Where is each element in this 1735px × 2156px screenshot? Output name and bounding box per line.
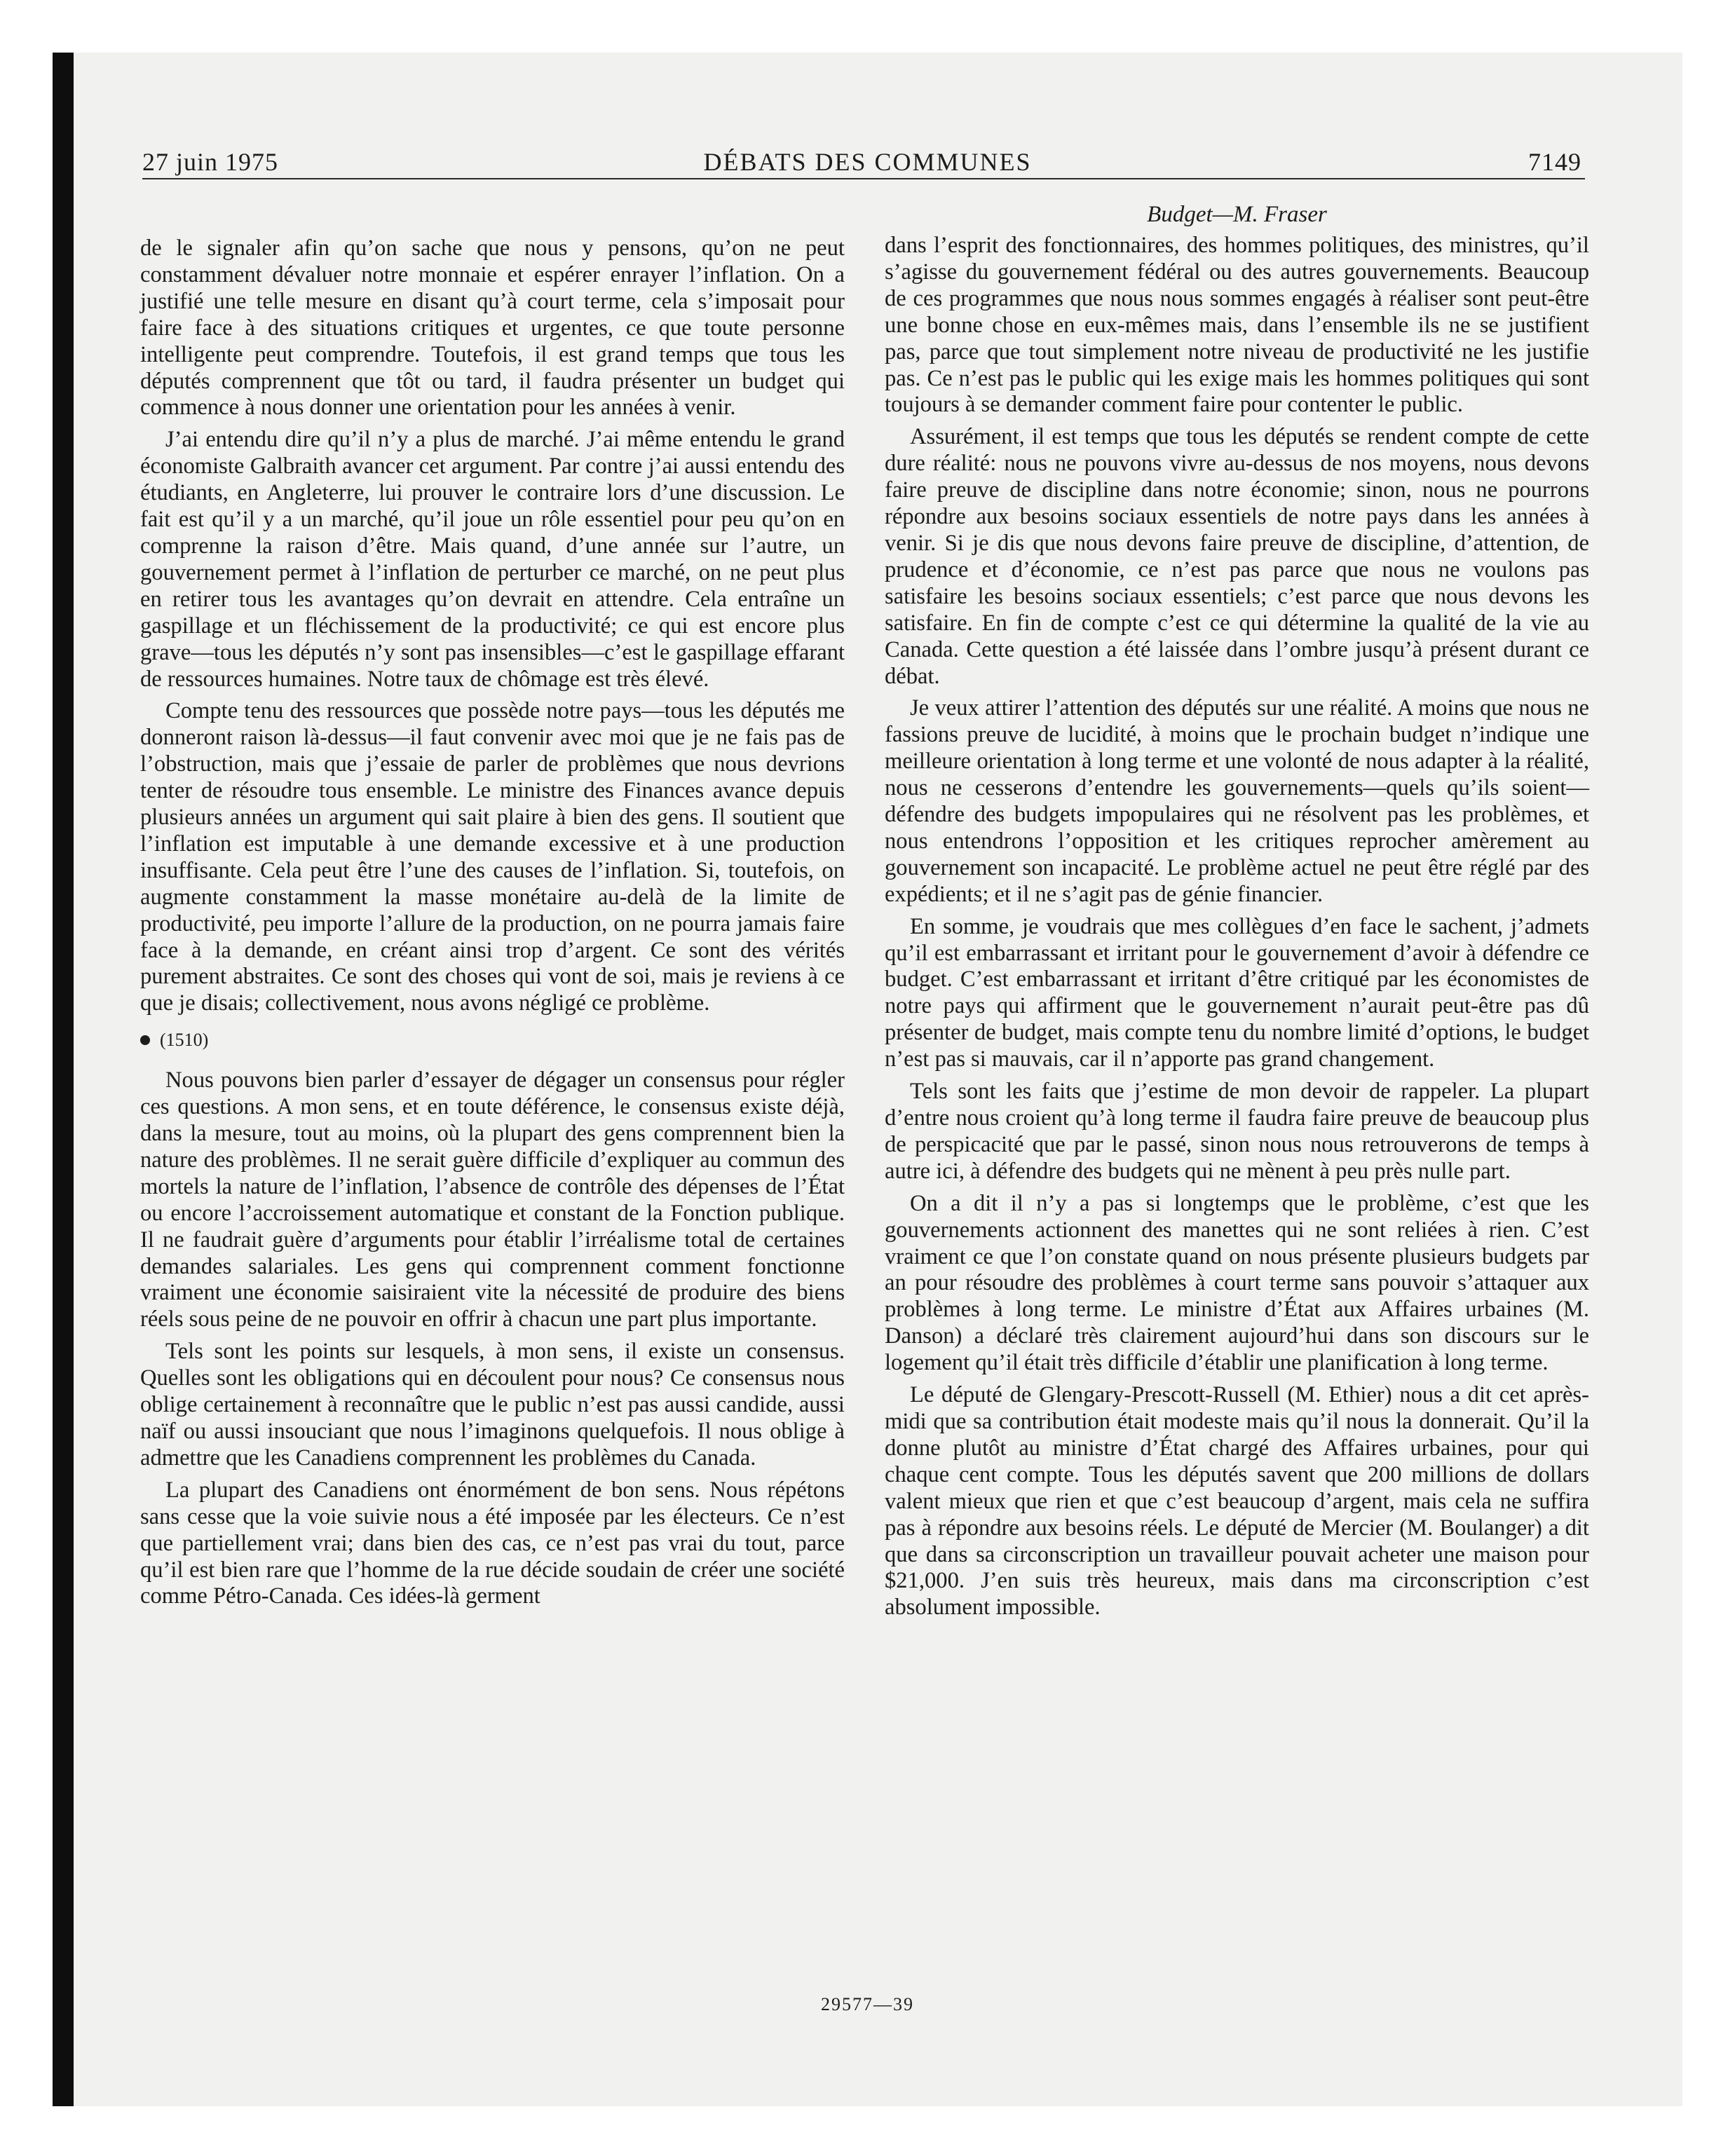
left-paragraph-6: La plupart des Canadiens ont énormément de bon sens. Nous répétons sans cesse que la voie suivie nous a été imposée par les électeurs. Ce n’est que partiellement vrai; dans bien des cas, ce n’est pas vrai du tout, parce qu’il est bien rare que l’homme de la rue décide soudain de créer une société comme Pétro-Canada. Ces idées-là germent [140,1477,845,1609]
footer-signature: 29577—39 [821,1994,914,2014]
right-paragraph-2: Assurément, il est temps que tous les députés se rendent compte de cette dure réalité: nous ne pouvons vivre au-dessus de nos moyens, nous devons faire preuve de discipline dans notre économie; sinon, nous ne pourrons répondre aux besoins sociaux essentiels de notre pays dans les années à venir. Si je dis que nous devons faire preuve de discipline, d’attention, de prudence et d’économie, ce n’est pas parce que nous ne voulons pas satisfaire les besoins sociaux essentiels; c’est parce que nous devons les satisfaire. En fin de compte c’est ce qui détermine la qualité de la vie au Canada. Cette question a été laissée dans l’ombre jusqu’à présent durant ce débat. [885,424,1589,689]
right-column [885,233,1589,1627]
right-paragraph-3: Je veux attirer l’attention des députés sur une réalité. A moins que nous ne fassions preuve de lucidité, à moins que le prochain budget n’indique une meilleure orientation à long terme et une volonté de nous adapter à la réalité, nous ne cesserons d’entendre les gouvernements—quels qu’ils soient—défendre des budgets impopulaires qui ne résolvent pas les problèmes, et nous entendrons l’opposition et les critiques reprocher amèrement au gouvernement son incapacité. Le problème actuel ne peut être réglé par des expédients; et il ne s’agit pas de génie financier. [885,695,1589,907]
right-paragraph-7: Le député de Glengary-Prescott-Russell (M. Ethier) nous a dit cet après-midi que sa contribution était modeste mais qu’il nous la donnerait. Qu’il la donne plutôt au ministre d’État chargé des Affaires urbaines, pour qui chaque cent compte. Tous les députés savent que 200 millions de dollars valent mieux que rien et que c’est beaucoup d’argent, mais cela ne suffira pas à répondre aux besoins réels. Le député de Mercier (M. Boulanger) a dit que dans sa circonscription un travailleur pouvait acheter une maison pour $21,000. J’en suis très heureux, mais dans ma circonscription c’est absolument impossible. [885,1382,1589,1621]
header-page-number: 7149 [1528,148,1581,176]
right-column-subtitle: Budget—M. Fraser [1147,202,1327,227]
binding-edge [53,53,74,2106]
header-date: 27 juin 1975 [142,148,279,176]
bullet-icon [140,1035,150,1045]
header-rule [142,178,1585,179]
right-paragraph-1: dans l’esprit des fonctionnaires, des hommes politiques, des ministres, qu’il s’agisse du gouvernement fédéral ou des autres gouvernements. Beaucoup de ces programmes que nous nous sommes engagés à réaliser sont peut-être une bonne chose en eux-mêmes mais, dans l’ensemble ils ne se justifient pas, parce que tout simplement notre niveau de productivité ne les justifie pas. Ce n’est pas le public qui les exige mais les hommes politiques qui sont toujours à se demander comment faire pour contenter le public. [885,233,1589,418]
header-title: DÉBATS DES COMMUNES [703,148,1032,176]
left-paragraph-5: Tels sont les points sur lesquels, à mon sens, il existe un consensus. Quelles sont les obligations qui en découlent pour nous? Ce consensus nous oblige certainement à reconnaître que le public n’est pas aussi candide, aussi naïf ou aussi insouciant que nous l’imaginons quelquefois. Il nous oblige à admettre que les Canadiens comprennent les problèmes du Canada. [140,1339,845,1471]
left-paragraph-4: Nous pouvons bien parler d’essayer de dégager un consensus pour régler ces questions. A mon sens, et en toute déférence, le consensus existe déjà, dans la mesure, tout au moins, où la plupart des gens comprennent bien la nature des problèmes. Il ne serait guère difficile d’expliquer au commun des mortels la nature de l’inflation, l’absence de contrôle des dépenses de l’État ou encore l’accroissement automatique et constant de la Fonction publique. Il ne faudrait guère d’arguments pour établir l’irréalisme total de certaines demandes salariales. Les gens qui comprennent comment fonctionne vraiment une économie saisiraient vite la nécessité de produire des biens réels sous peine de ne pouvoir en offrir à chacun une part plus importante. [140,1067,845,1332]
left-column [140,236,845,1616]
time-marker-label: (1510) [160,1030,209,1051]
right-paragraph-5: Tels sont les faits que j’estime de mon devoir de rappeler. La plupart d’entre nous croient qu’à long terme il faudra faire preuve de beaucoup plus de perspicacité que par le passé, sinon nous nous retrouverons de temps à autre ici, à défendre des budgets qui ne mènent à peu près nulle part. [885,1079,1589,1184]
right-paragraph-4: En somme, je voudrais que mes collègues d’en face le sachent, j’admets qu’il est embarrassant et irritant pour le gouvernement d’avoir à défendre ce budget. C’est embarrassant et irritant d’être critiqué par les économistes de notre pays qui affirment que le gouvernement n’aurait peut-être pas dû présenter de budget, mais compte tenu du nombre limité d’options, le budget n’est pas si mauvais, car il n’apporte pas grand changement. [885,913,1589,1072]
time-marker [140,1027,845,1053]
left-paragraph-3: Compte tenu des ressources que possède notre pays—tous les députés me donneront raison là-dessus—il faut convenir avec moi que je ne fais pas de l’obstruction, mais que j’essaie de parler de problèmes que nous devrions tenter de résoudre tous ensemble. Le ministre des Finances avance depuis plusieurs années un argument qui sait plaire à bien des gens. Il soutient que l’inflation est imputable à une demande excessive et à une production insuffisante. Cela peut être l’une des causes de l’inflation. Si, toutefois, on augmente constamment la masse monétaire au-delà de la limite de productivité, peu importe l’allure de la production, on ne pourra jamais faire face à la demande, en créant ainsi trop d’argent. Ce sont des vérités purement abstraites. Ce sont des choses qui vont de soi, mais je reviens à ce que je disais; collectivement, nous avons négligé ce problème. [140,698,845,1016]
left-paragraph-1: de le signaler afin qu’on sache que nous y pensons, qu’on ne peut constamment dévaluer notre monnaie et espérer enrayer l’inflation. On a justifié une telle mesure en disant qu’à court terme, cela s’imposait pour faire face à des situations critiques et urgentes, ce que toute personne intelligente peut comprendre. Toutefois, il est grand temps que tous les députés comprennent que tôt ou tard, il faudra présenter un budget qui commence à nous donner une orientation pour les années à venir. [140,236,845,421]
right-paragraph-6: On a dit il n’y a pas si longtemps que le problème, c’est que les gouvernements actionnent des manettes qui ne sont reliées à rien. C’est vraiment ce que l’on constate quand on nous présente plusieurs budgets par an pour résoudre des problèmes à court terme sans pouvoir s’attaquer aux problèmes à long terme. Le ministre d’État aux Affaires urbaines (M. Danson) a déclaré très clairement aujourd’hui dans son discours sur le logement qu’il était très difficile d’établir une planification à long terme. [885,1190,1589,1376]
left-paragraph-2: J’ai entendu dire qu’il n’y a plus de marché. J’ai même entendu le grand économiste Galbraith avancer cet argument. Par contre j’ai aussi entendu des étudiants, en Angleterre, lui prouver le contraire lors d’une discussion. Le fait est qu’il y a un marché, qu’il joue un rôle essentiel pour peu qu’on en comprenne la raison d’être. Mais quand, d’une année sur l’autre, un gouvernement permet à l’inflation de perturber ce marché, on ne peut plus en retirer tous les avantages qu’on devrait en attendre. Cela entraîne un gaspillage et un fléchissement de la productivité; ce qui est encore plus grave—tous les députés n’y sont pas insensibles—c’est le gaspillage effarant de ressources humaines. Notre taux de chômage est très élevé. [140,427,845,692]
